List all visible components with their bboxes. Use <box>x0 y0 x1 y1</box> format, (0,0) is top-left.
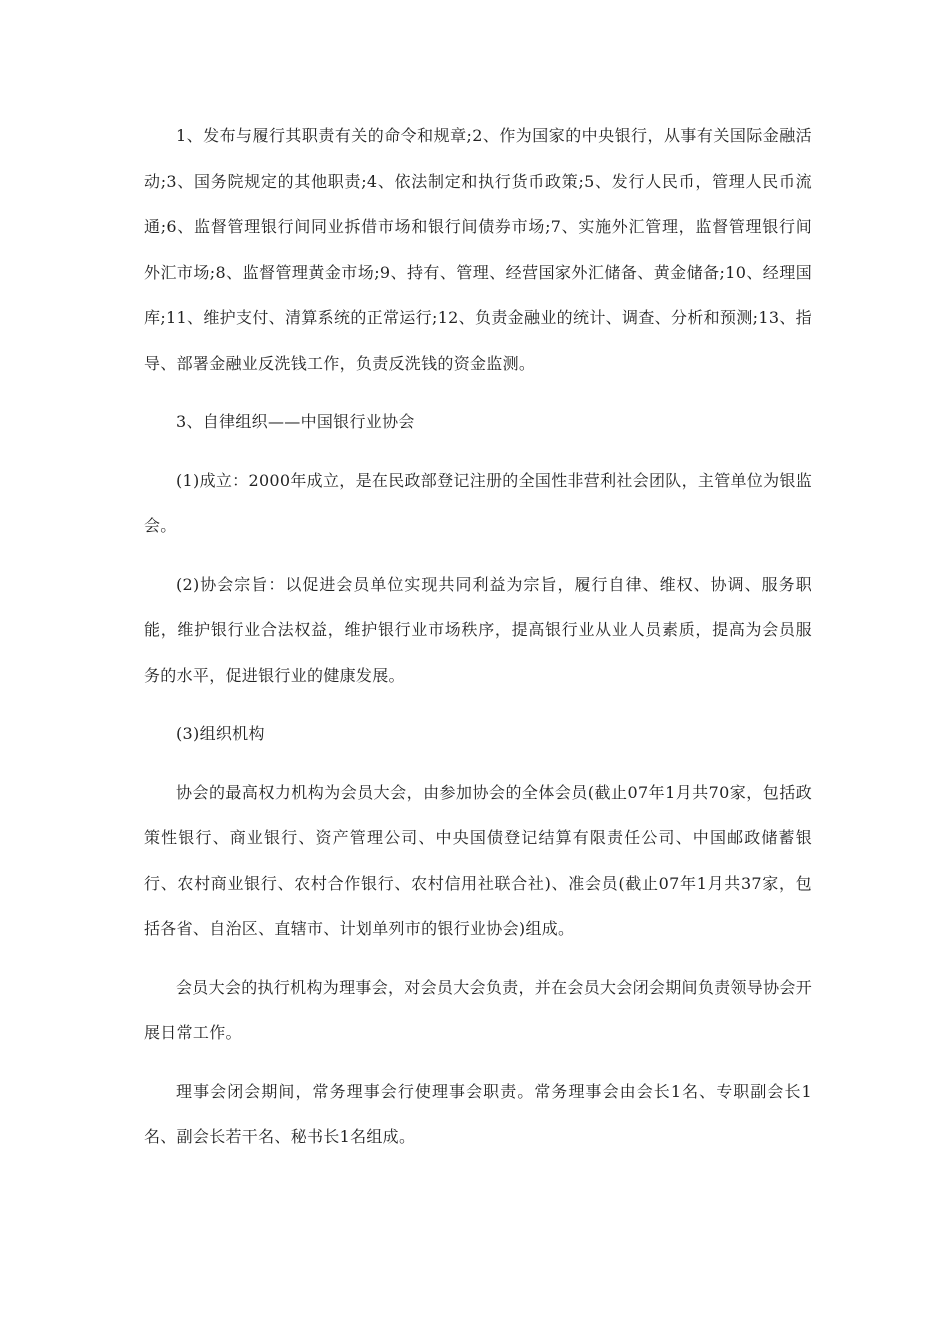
paragraph-association-purpose: (2)协会宗旨：以促进会员单位实现共同利益为宗旨，履行自律、维权、协调、服务职能，维护银行业合法权益，维护银行业市场秩序，提高银行业从业人员素质，提高为会员服务的水平，促进银行业的健康发展。 <box>144 574 812 685</box>
section-heading-self-regulatory-org: 3、自律组织——中国银行业协会 <box>176 412 415 431</box>
paragraph-establishment: (1)成立：2000年成立，是在民政部登记注册的全国性非营利社会团队，主管单位为银监会。 <box>144 470 812 535</box>
paragraph-board-of-directors: 会员大会的执行机构为理事会，对会员大会负责，并在会员大会闭会期间负责领导协会开展日常工作。 <box>144 977 812 1042</box>
subheading-organization: (3)组织机构 <box>176 724 265 743</box>
paragraph-general-assembly: 协会的最高权力机构为会员大会，由参加协会的全体会员(截止07年1月共70家，包括政策性银行、商业银行、资产管理公司、中央国债登记结算有限责任公司、中国邮政储蓄银行、农村商业银行、农村合作银行、农村信用社联合社)、准会员(截止07年1月共37家，包括各省、自治区、直辖市、计划单列市的银行业协会)组成。 <box>144 782 812 938</box>
paragraph-standing-council: 理事会闭会期间，常务理事会行使理事会职责。常务理事会由会长1名、专职副会长1名、副会长若干名、秘书长1名组成。 <box>144 1081 812 1146</box>
paragraph-central-bank-duties: 1、发布与履行其职责有关的命令和规章;2、作为国家的中央银行，从事有关国际金融活动;3、国务院规定的其他职责;4、依法制定和执行货币政策;5、发行人民币，管理人民币流通;6、监督管理银行间同业拆借市场和银行间债券市场;7、实施外汇管理，监督管理银行间外汇市场;8、监督管理黄金市场;9、持有、管理、经营国家外汇储备、黄金储备;10、经理国库;11、维护支付、清算系统的正常运行;12、负责金融业的统计、调查、分析和预测;13、指导、部署金融业反洗钱工作，负责反洗钱的资金监测。 <box>144 126 812 373</box>
document-page <box>144 113 812 1160</box>
